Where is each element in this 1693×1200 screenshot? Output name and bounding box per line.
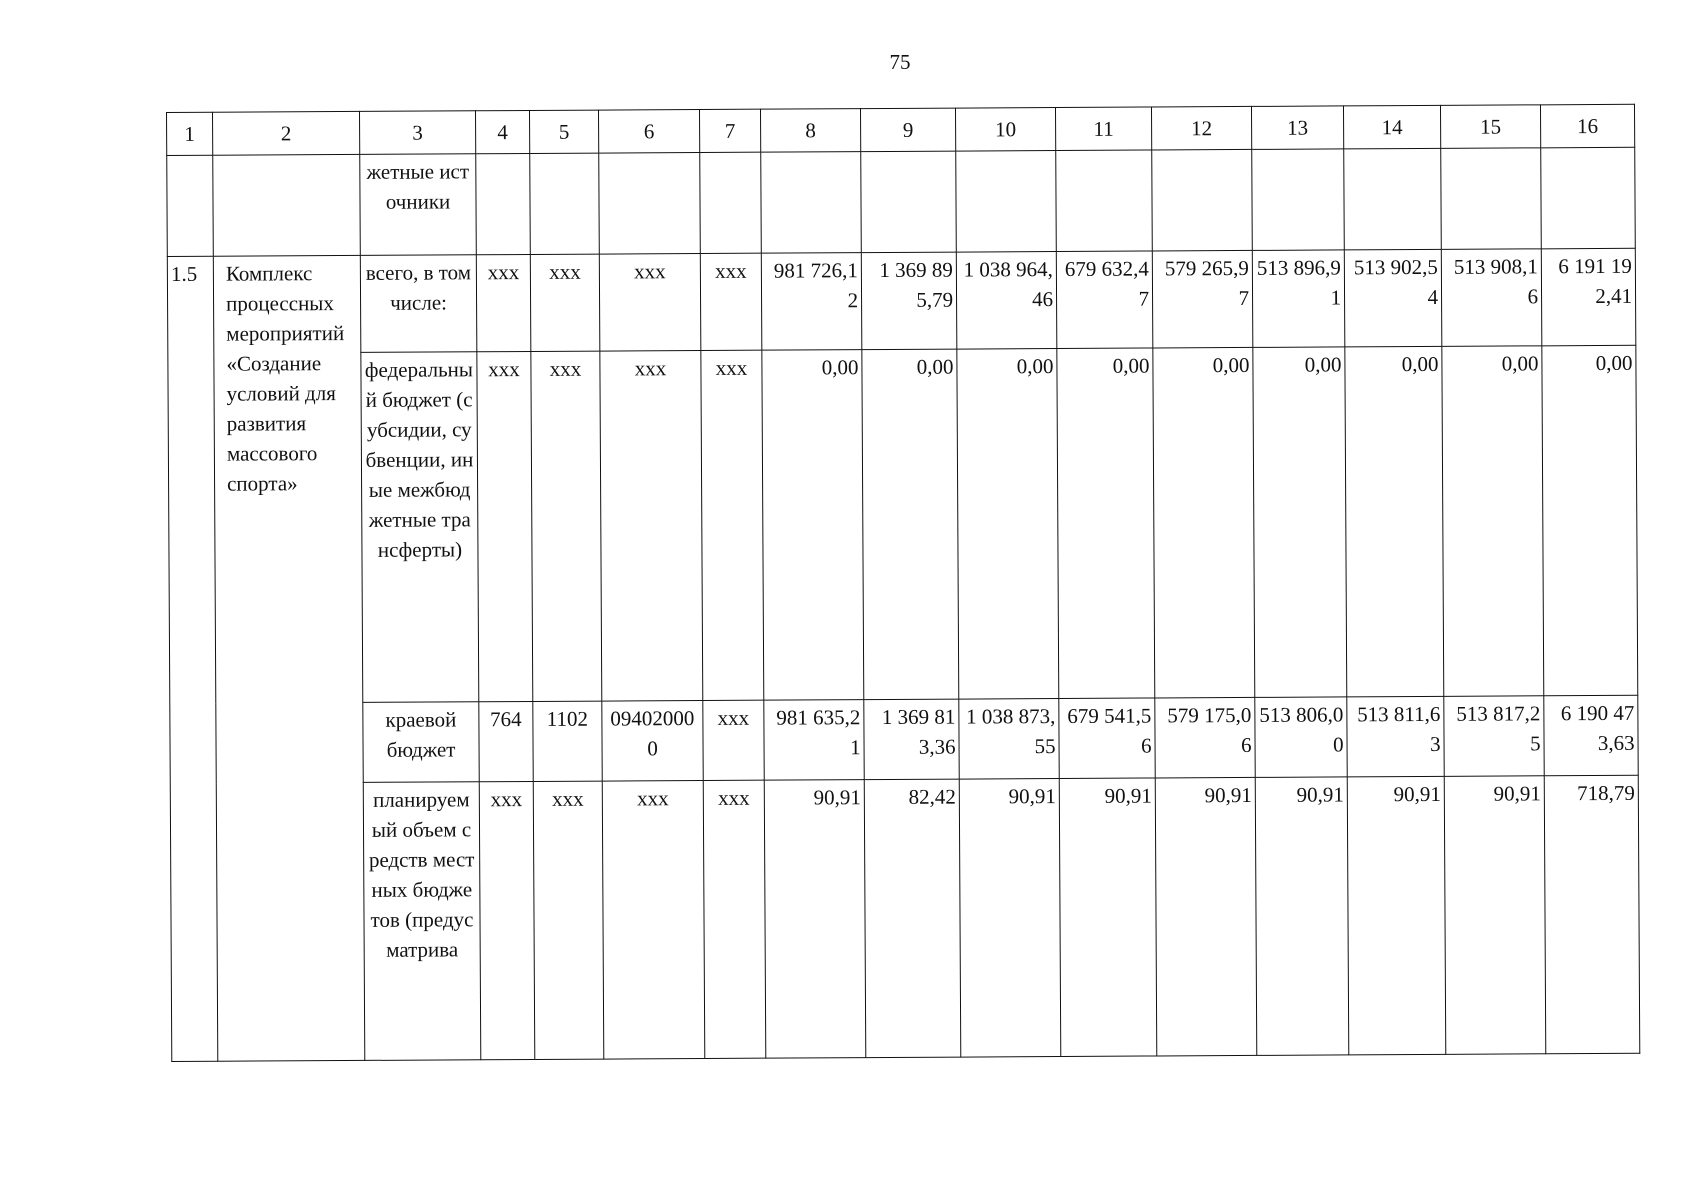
value-cell: 90,91	[764, 780, 866, 1059]
column-number: 14	[1343, 105, 1440, 149]
item-number: 1.5	[167, 256, 217, 1061]
table-cell	[1152, 149, 1253, 251]
table-cell: ххх	[700, 253, 762, 350]
table-cell	[167, 155, 214, 256]
table-cell: ххх	[701, 350, 764, 700]
table-cell	[956, 151, 1057, 253]
table-cell: ххх	[531, 351, 602, 701]
value-cell: 718,79	[1544, 775, 1640, 1054]
value-cell: 82,42	[864, 779, 961, 1058]
value-cell: 513 806,00	[1255, 697, 1347, 778]
column-number: 16	[1540, 104, 1634, 148]
continuation-row	[167, 147, 1636, 256]
value-cell: 0,00	[862, 349, 959, 700]
value-cell: 6 191 192,41	[1541, 248, 1636, 346]
column-number: 12	[1151, 106, 1251, 150]
table-row	[170, 775, 1640, 1061]
table-cell: ххх	[602, 781, 705, 1060]
table-cell: ххх	[703, 780, 766, 1058]
value-cell: 579 175,06	[1155, 697, 1255, 778]
column-number: 2	[213, 111, 360, 155]
source-label: федеральный бюджет (субсидии, субвенции, иные межбюджетные трансферты)	[361, 352, 479, 703]
table-cell	[1441, 148, 1542, 250]
table-cell	[1056, 150, 1153, 252]
value-cell: 90,91	[959, 779, 1061, 1058]
table-cell: 764	[479, 701, 533, 781]
source-label: краевой бюджет	[363, 702, 479, 783]
value-cell: 0,00	[1057, 348, 1155, 699]
table-cell: 1102	[533, 701, 602, 781]
source-label: планируемый объем средств местных бюджетов (предусматрива	[363, 782, 481, 1061]
table-cell: ххх	[533, 781, 604, 1059]
value-cell: 0,00	[762, 350, 864, 701]
table-cell	[700, 152, 762, 253]
item-name: Комплекс процессных мероприятий «Создание условий для развития массового спорта»	[213, 255, 364, 1061]
column-number: 1	[167, 112, 213, 155]
value-cell: 90,91	[1444, 776, 1546, 1055]
value-cell: 513 817,25	[1444, 696, 1544, 777]
value-cell: 1 369 813,36	[864, 699, 959, 780]
value-cell: 1 038 964,46	[956, 252, 1057, 350]
column-number: 8	[760, 109, 860, 153]
column-number: 4	[475, 110, 529, 153]
table-cell: ххх	[530, 254, 600, 351]
table-cell: ххх	[703, 700, 764, 780]
table-row	[168, 345, 1638, 703]
value-cell: 513 908,16	[1441, 249, 1542, 347]
value-cell: 90,91	[1255, 777, 1349, 1056]
value-cell: 0,00	[1542, 345, 1638, 696]
table-cell	[1541, 147, 1636, 249]
column-number: 6	[598, 110, 699, 154]
table-cell	[599, 153, 701, 255]
page-number: 75	[889, 50, 911, 74]
column-number: 9	[860, 108, 955, 152]
value-cell: 513 902,54	[1344, 249, 1442, 347]
column-number: 10	[955, 108, 1055, 152]
table-row	[167, 248, 1636, 353]
table-cell	[1252, 149, 1345, 251]
column-number: 7	[699, 109, 760, 152]
column-number: 5	[529, 110, 598, 153]
value-cell: 0,00	[957, 349, 1059, 700]
value-cell: 981 726,12	[761, 253, 862, 351]
table-cell: ххх	[479, 781, 535, 1059]
value-cell: 513 811,63	[1347, 696, 1444, 777]
table-cell	[861, 151, 957, 253]
source-label-continued: жетные источники	[360, 154, 477, 256]
table-cell	[1344, 148, 1442, 250]
value-cell: 981 635,21	[764, 700, 864, 781]
value-cell: 90,91	[1347, 776, 1446, 1055]
value-cell: 0,00	[1153, 347, 1255, 698]
table-cell	[213, 154, 361, 256]
source-label: всего, в том числе:	[360, 255, 477, 353]
value-cell: 0,00	[1253, 347, 1347, 698]
value-cell: 90,91	[1059, 778, 1157, 1057]
value-cell: 679 541,56	[1059, 698, 1155, 779]
value-cell: 1 038 873,55	[959, 699, 1059, 780]
budget-table	[166, 104, 1640, 1062]
table-cell	[761, 152, 862, 254]
value-cell: 0,00	[1442, 346, 1544, 697]
table-cell: ххх	[476, 254, 531, 351]
column-number: 3	[359, 111, 475, 155]
table-cell	[476, 153, 531, 254]
table-cell: ххх	[599, 254, 701, 352]
value-cell: 579 265,97	[1152, 250, 1253, 348]
column-number: 13	[1251, 106, 1343, 150]
value-cell: 0,00	[1345, 346, 1444, 697]
table-cell: 094020000	[602, 701, 703, 782]
column-number: 11	[1055, 107, 1151, 151]
value-cell: 1 369 895,79	[861, 252, 957, 350]
column-number: 15	[1440, 105, 1540, 149]
table-row	[170, 695, 1638, 783]
table-cell: ххх	[477, 351, 533, 701]
value-cell: 513 896,91	[1252, 250, 1345, 348]
value-cell: 679 632,47	[1056, 251, 1153, 349]
table-cell: ххх	[600, 351, 703, 702]
table-cell	[530, 153, 600, 254]
value-cell: 6 190 473,63	[1544, 695, 1638, 776]
value-cell: 90,91	[1155, 777, 1257, 1056]
